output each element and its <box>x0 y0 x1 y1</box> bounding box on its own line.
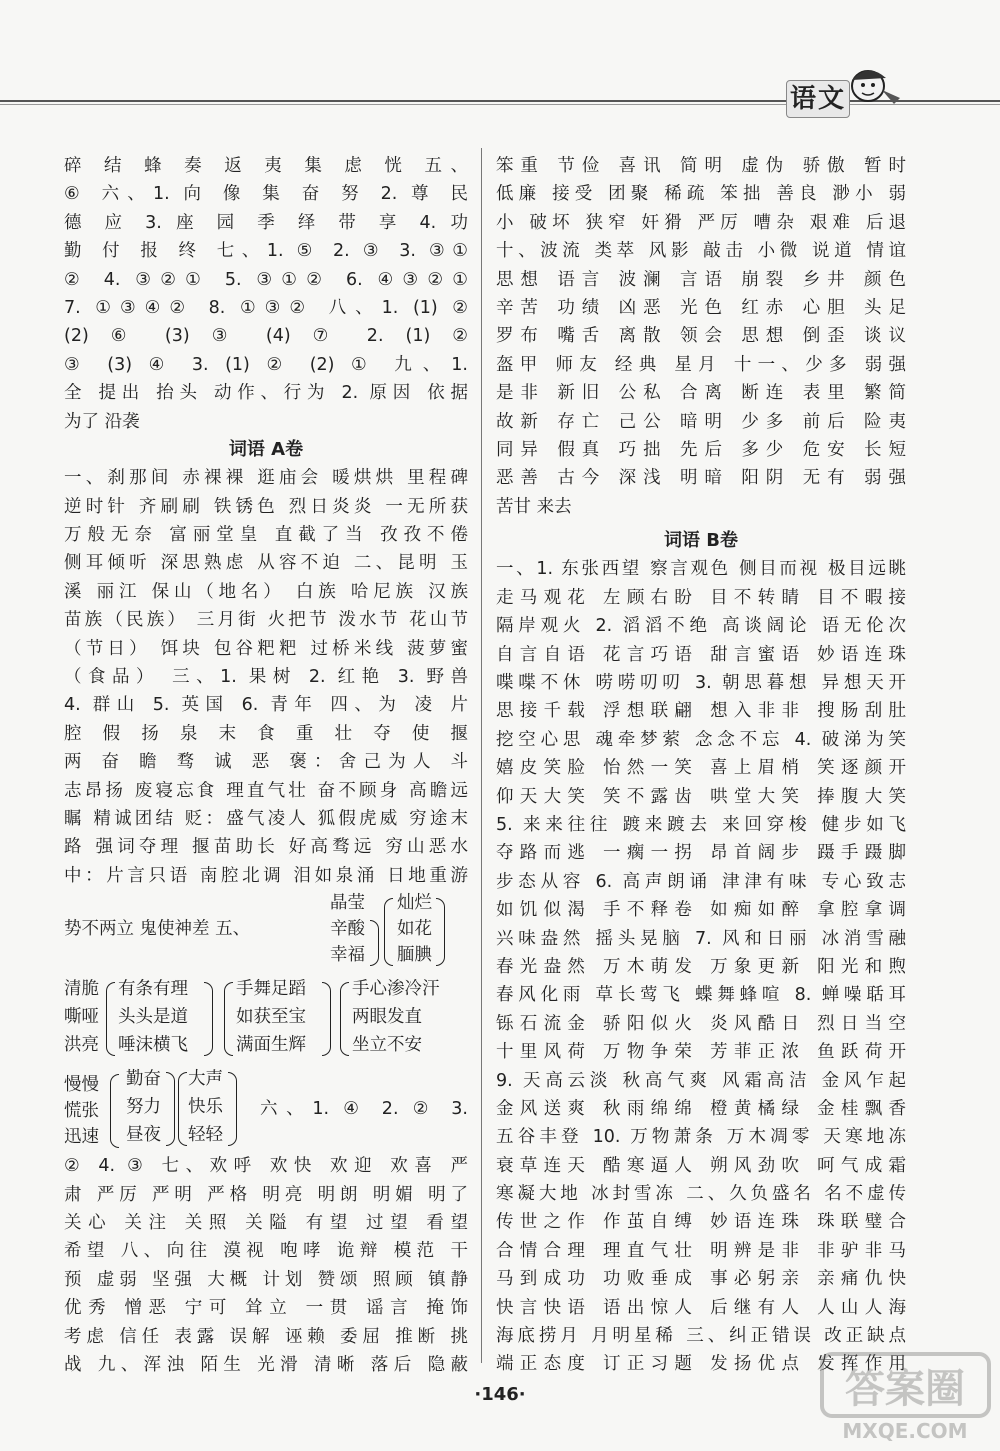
text-line: 春风化雨 草长莺飞 蝶舞蜂喧 8. 蝉噪聒耳 <box>496 985 906 1006</box>
text-line: 端正态度 订正习题 发扬优点 发挥作用 <box>496 1354 906 1375</box>
brace-lead: 势不两立 鬼使神差 五、 <box>64 919 251 940</box>
brace-item: 洪亮 <box>64 1035 99 1056</box>
text-line: 腔 假 扬 泉 末 食 重 壮 夺 使 揠 <box>64 723 468 744</box>
left-column <box>64 152 468 1379</box>
text-line: 盔甲 师友 经典 星月 十一、少多 弱强 <box>496 354 906 375</box>
brace-item: 慢慢 <box>64 1075 99 1096</box>
text-line: 夺路而逃 一瘸一拐 昂首阔步 蹑手蹑脚 <box>496 843 906 864</box>
brace-item: 清脆 <box>64 979 99 1000</box>
brace-item: 大声 <box>188 1069 223 1090</box>
brace-item: 满面生辉 <box>236 1035 306 1056</box>
text-line: 步态从容 6. 高声朗诵 津津有味 专心致志 <box>496 871 906 892</box>
text-line: 全 提出 抬头 动作、行为 2. 原因 依据 <box>64 383 468 404</box>
text-line: 7. ①③④② 8. ①③② 八、1. (1) ② <box>64 297 468 318</box>
brace-item: 如获至宝 <box>236 1007 306 1028</box>
text-line: 勤 付 报 终 七、1. ⑤ 2. ③ 3. ③① <box>64 241 468 262</box>
brace-mark <box>370 920 379 966</box>
watermark-text: 答案圈 <box>845 1366 965 1412</box>
text-line: ③ (3) ④ 3. (1) ② (2) ① 九、1. <box>64 354 468 375</box>
text-line: 传世之作 作茧自缚 妙语连珠 珠联璧合 <box>496 1212 906 1233</box>
text-line: 喋喋不休 唠唠叨叨 3. 朝思暮想 异想天开 <box>496 673 906 694</box>
brace-item: 轻轻 <box>188 1125 223 1146</box>
text-line: 合情合理 理直气壮 明辨是非 非驴非马 <box>496 1240 906 1261</box>
brace-item: 坐立不安 <box>352 1035 422 1056</box>
text-line: 碎 结 蜂 奏 返 夷 集 虑 恍 五、 <box>64 156 468 176</box>
text-line: 希望 八、向往 漠视 咆哮 诡辩 模范 干 <box>64 1241 468 1262</box>
text-line: 优秀 憎恶 宁可 耸立 一贯 谣言 掩饰 <box>64 1298 468 1319</box>
brace-mark <box>228 1072 237 1146</box>
brace-mark <box>436 898 445 966</box>
brace-item: 有条有理 <box>118 979 188 1000</box>
brace-item: 慌张 <box>64 1101 99 1122</box>
text-line: (2) ⑥ (3) ③ (4) ⑦ 2. (1) ② <box>64 326 468 347</box>
brace-mark <box>340 982 349 1056</box>
brace-item: 手舞足蹈 <box>236 979 306 1000</box>
brace-mark <box>224 982 233 1056</box>
text-line: 路 强词夺理 揠苗助长 好高骛远 穷山恶水 <box>64 837 468 858</box>
text-line: 故新 存亡 己公 暗明 少多 前后 险夷 <box>496 411 906 432</box>
brace-item: 迅速 <box>64 1127 99 1148</box>
text-line: 罗布 嘴舌 离散 领会 思想 倒歪 谈议 <box>496 326 906 347</box>
brace-item: 晶莹 <box>330 893 365 914</box>
watermark-logo <box>818 1350 993 1445</box>
text-line: 志昂扬 废寝忘食 理直气壮 奋不顾身 高瞻远 <box>64 780 468 801</box>
text-line: 肃 严厉 严明 严格 明亮 明朗 明媚 明了 <box>64 1184 468 1205</box>
brace-item: 勤奋 <box>126 1069 161 1090</box>
watermark-url: MXQE.COM <box>842 1419 968 1443</box>
brace-item: 腼腆 <box>397 945 432 966</box>
brace-mark <box>322 982 331 1056</box>
brace-item: 手心渗冷汗 <box>352 979 440 1000</box>
text-line: 笨重 节俭 喜讯 简明 虚伪 骄傲 暂时 <box>496 156 906 176</box>
text-line: 自言自语 花言巧语 甜言蜜语 妙语连珠 <box>496 644 906 665</box>
right-column <box>496 152 906 1379</box>
text-line: 是非 新旧 公私 合离 断连 表里 繁简 <box>496 383 906 404</box>
text-line: 铄石流金 骄阳似火 炎风酷日 烈日当空 <box>496 1013 906 1034</box>
text-line: 衰草连天 酷寒逼人 朔风劲吹 呵气成霜 <box>496 1155 906 1176</box>
brace-item: 昼夜 <box>126 1125 161 1146</box>
text-line: 低廉 接受 团聚 稀疏 笨拙 善良 渺小 弱 <box>496 184 906 205</box>
brace-item: 嘶哑 <box>64 1007 99 1028</box>
text-line: 五谷丰登 10. 万物萧条 万木凋零 天寒地冻 <box>496 1127 906 1148</box>
text-line: 战 九、浑浊 陌生 光滑 清晰 落后 隐蔽 <box>64 1354 468 1375</box>
text-line: 思想 语言 波澜 言语 崩裂 乡井 颜色 <box>496 269 906 290</box>
brace-mark <box>166 1072 175 1146</box>
brace-mark <box>106 982 115 1056</box>
column-divider <box>481 148 482 1363</box>
mascot-icon <box>838 60 908 110</box>
text-line: ② 4. ③②① 5. ③①② 6. ④③②① <box>64 269 468 290</box>
text-line: 十里风荷 万物争荣 芳菲正浓 鱼跃荷开 <box>496 1042 906 1063</box>
text-line: 金风送爽 秋雨绵绵 橙黄橘绿 金桂飘香 <box>496 1098 906 1119</box>
text-line: 一、刹那间 赤裸裸 逛庙会 暖烘烘 里程碑 <box>64 468 468 489</box>
text-line: 兴味盎然 摇头晃脑 7. 风和日丽 冰消雪融 <box>496 928 906 949</box>
text-line: （节日） 饵块 包谷粑粑 过桥米线 菠萝蜜 <box>64 638 468 659</box>
text-line: 隔岸观火 2. 滔滔不绝 高谈阔论 语无伦次 <box>496 616 906 637</box>
brace-group-3 <box>64 1066 468 1152</box>
brace-mark <box>178 1072 187 1146</box>
text-line: 如饥似渴 手不释卷 如痴如醉 拿腔拿调 <box>496 900 906 921</box>
brace-mark <box>110 1074 119 1148</box>
brace-item: 灿烂 <box>397 893 432 914</box>
section-title-a: 词语 A卷 <box>228 438 304 460</box>
text-line: 寒凝大地 冰封雪冻 二、久负盛名 名不虚传 <box>496 1184 906 1205</box>
text-line: ⑥ 六、1. 向 像 集 奋 努 2. 尊 民 <box>64 184 468 205</box>
text-line: 苦甘 来去 <box>496 496 572 517</box>
text-line: 9. 天高云淡 秋高气爽 风霜高洁 金风乍起 <box>496 1070 906 1091</box>
subject-badge: 语文 <box>786 80 850 118</box>
text-line: 十、波流 类萃 风影 敲击 小微 说道 情谊 <box>496 241 906 262</box>
brace-item: 两眼发直 <box>352 1007 422 1028</box>
brace-item: 幸福 <box>330 945 365 966</box>
text-line: 侧耳倾听 深思熟虑 从容不迫 二、昆明 玉 <box>64 553 468 574</box>
text-line: 逆时针 齐刷刷 铁锈色 烈日炎炎 一无所获 <box>64 496 468 517</box>
brace-group-1 <box>64 890 468 970</box>
text-line: 海底捞月 月明星稀 三、纠正错误 改正缺点 <box>496 1326 906 1347</box>
text-line: 万般无奈 富丽堂皇 直截了当 孜孜不倦 <box>64 525 468 546</box>
text-line: ② 4. ③ 七、欢呼 欢快 欢迎 欢喜 严 <box>64 1156 468 1177</box>
text-line: 4. 群山 5. 英国 6. 青年 四、为 凌 片 <box>64 695 468 716</box>
text-line: 小 破坏 狭窄 奸猾 严厉 嘈杂 艰难 后退 <box>496 212 906 233</box>
brace-item: 快乐 <box>188 1097 223 1118</box>
text-line: 为了 沿袭 <box>64 411 140 432</box>
text-line: 溪 丽江 保山（地名） 白族 哈尼族 汉族 <box>64 581 468 602</box>
text-line: 预 虚弱 坚强 大概 计划 赞颂 照顾 镇静 <box>64 1269 468 1290</box>
text-line: 中：片言只语 南腔北调 泪如泉涌 日地重游 <box>64 865 468 886</box>
text-line: 苗族（民族） 三月街 火把节 泼水节 花山节 <box>64 610 468 631</box>
brace-item: 努力 <box>126 1097 161 1118</box>
text-line: 春光盎然 万木萌发 万象更新 阳光和煦 <box>496 956 906 977</box>
text-line: 一、1. 东张西望 察言观色 侧目而视 极目远眺 <box>496 559 906 580</box>
text-line: 走马观花 左顾右盼 目不转睛 目不暇接 <box>496 587 906 608</box>
text-line: 仰天大笑 笑不露齿 哄堂大笑 捧腹大笑 <box>496 786 906 807</box>
brace-item: 如花 <box>397 919 432 940</box>
brace-mark <box>204 982 213 1056</box>
brace-item: 唾沫横飞 <box>118 1035 188 1056</box>
brace-item: 辛酸 <box>330 919 365 940</box>
text-line: 两 奋 瞻 骛 诚 恶 褒：舍己为人 斗 <box>64 752 468 773</box>
text-line: 瞩 精诚团结 贬：盛气凌人 狐假虎威 穷途末 <box>64 808 468 829</box>
brace-group-2 <box>64 976 468 1062</box>
brace-item: 头头是道 <box>118 1007 188 1028</box>
text-line: 5. 来来往往 踱来踱去 来回穿梭 健步如飞 <box>496 814 906 835</box>
text-line: 恶善 古今 深浅 明暗 阳阴 无有 弱强 <box>496 468 906 489</box>
brace-mark <box>384 898 393 966</box>
text-line: 嬉皮笑脸 怡然一笑 喜上眉梢 笑逐颜开 <box>496 758 906 779</box>
text-line: （食品） 三、1. 果树 2. 红艳 3. 野兽 <box>64 667 468 688</box>
text-line: 辛苦 功绩 凶恶 光色 红赤 心胆 头足 <box>496 297 906 318</box>
text-line: 马到成功 功败垂成 事必躬亲 亲痛仇快 <box>496 1269 906 1290</box>
page-number: ·146· <box>474 1384 526 1405</box>
section-title-b: 词语 B卷 <box>664 530 738 552</box>
brace-tail: 六、1. ④ 2. ② 3. <box>260 1099 468 1120</box>
text-line: 思接千载 浮想联翩 想入非非 搜肠刮肚 <box>496 701 906 722</box>
text-line: 快言快语 语出惊人 后继有人 人山人海 <box>496 1297 906 1318</box>
text-line: 考虑 信任 表露 误解 诬赖 委屈 推断 挑 <box>64 1326 468 1347</box>
text-line: 关心 关注 关照 关隘 有望 过望 看望 <box>64 1212 468 1233</box>
text-line: 同异 假真 巧拙 先后 多少 危安 长短 <box>496 439 906 460</box>
text-line: 德 应 3. 座 园 季 绎 带 享 4. 功 <box>64 212 468 233</box>
text-line: 挖空心思 魂牵梦萦 念念不忘 4. 破涕为笑 <box>496 729 906 750</box>
